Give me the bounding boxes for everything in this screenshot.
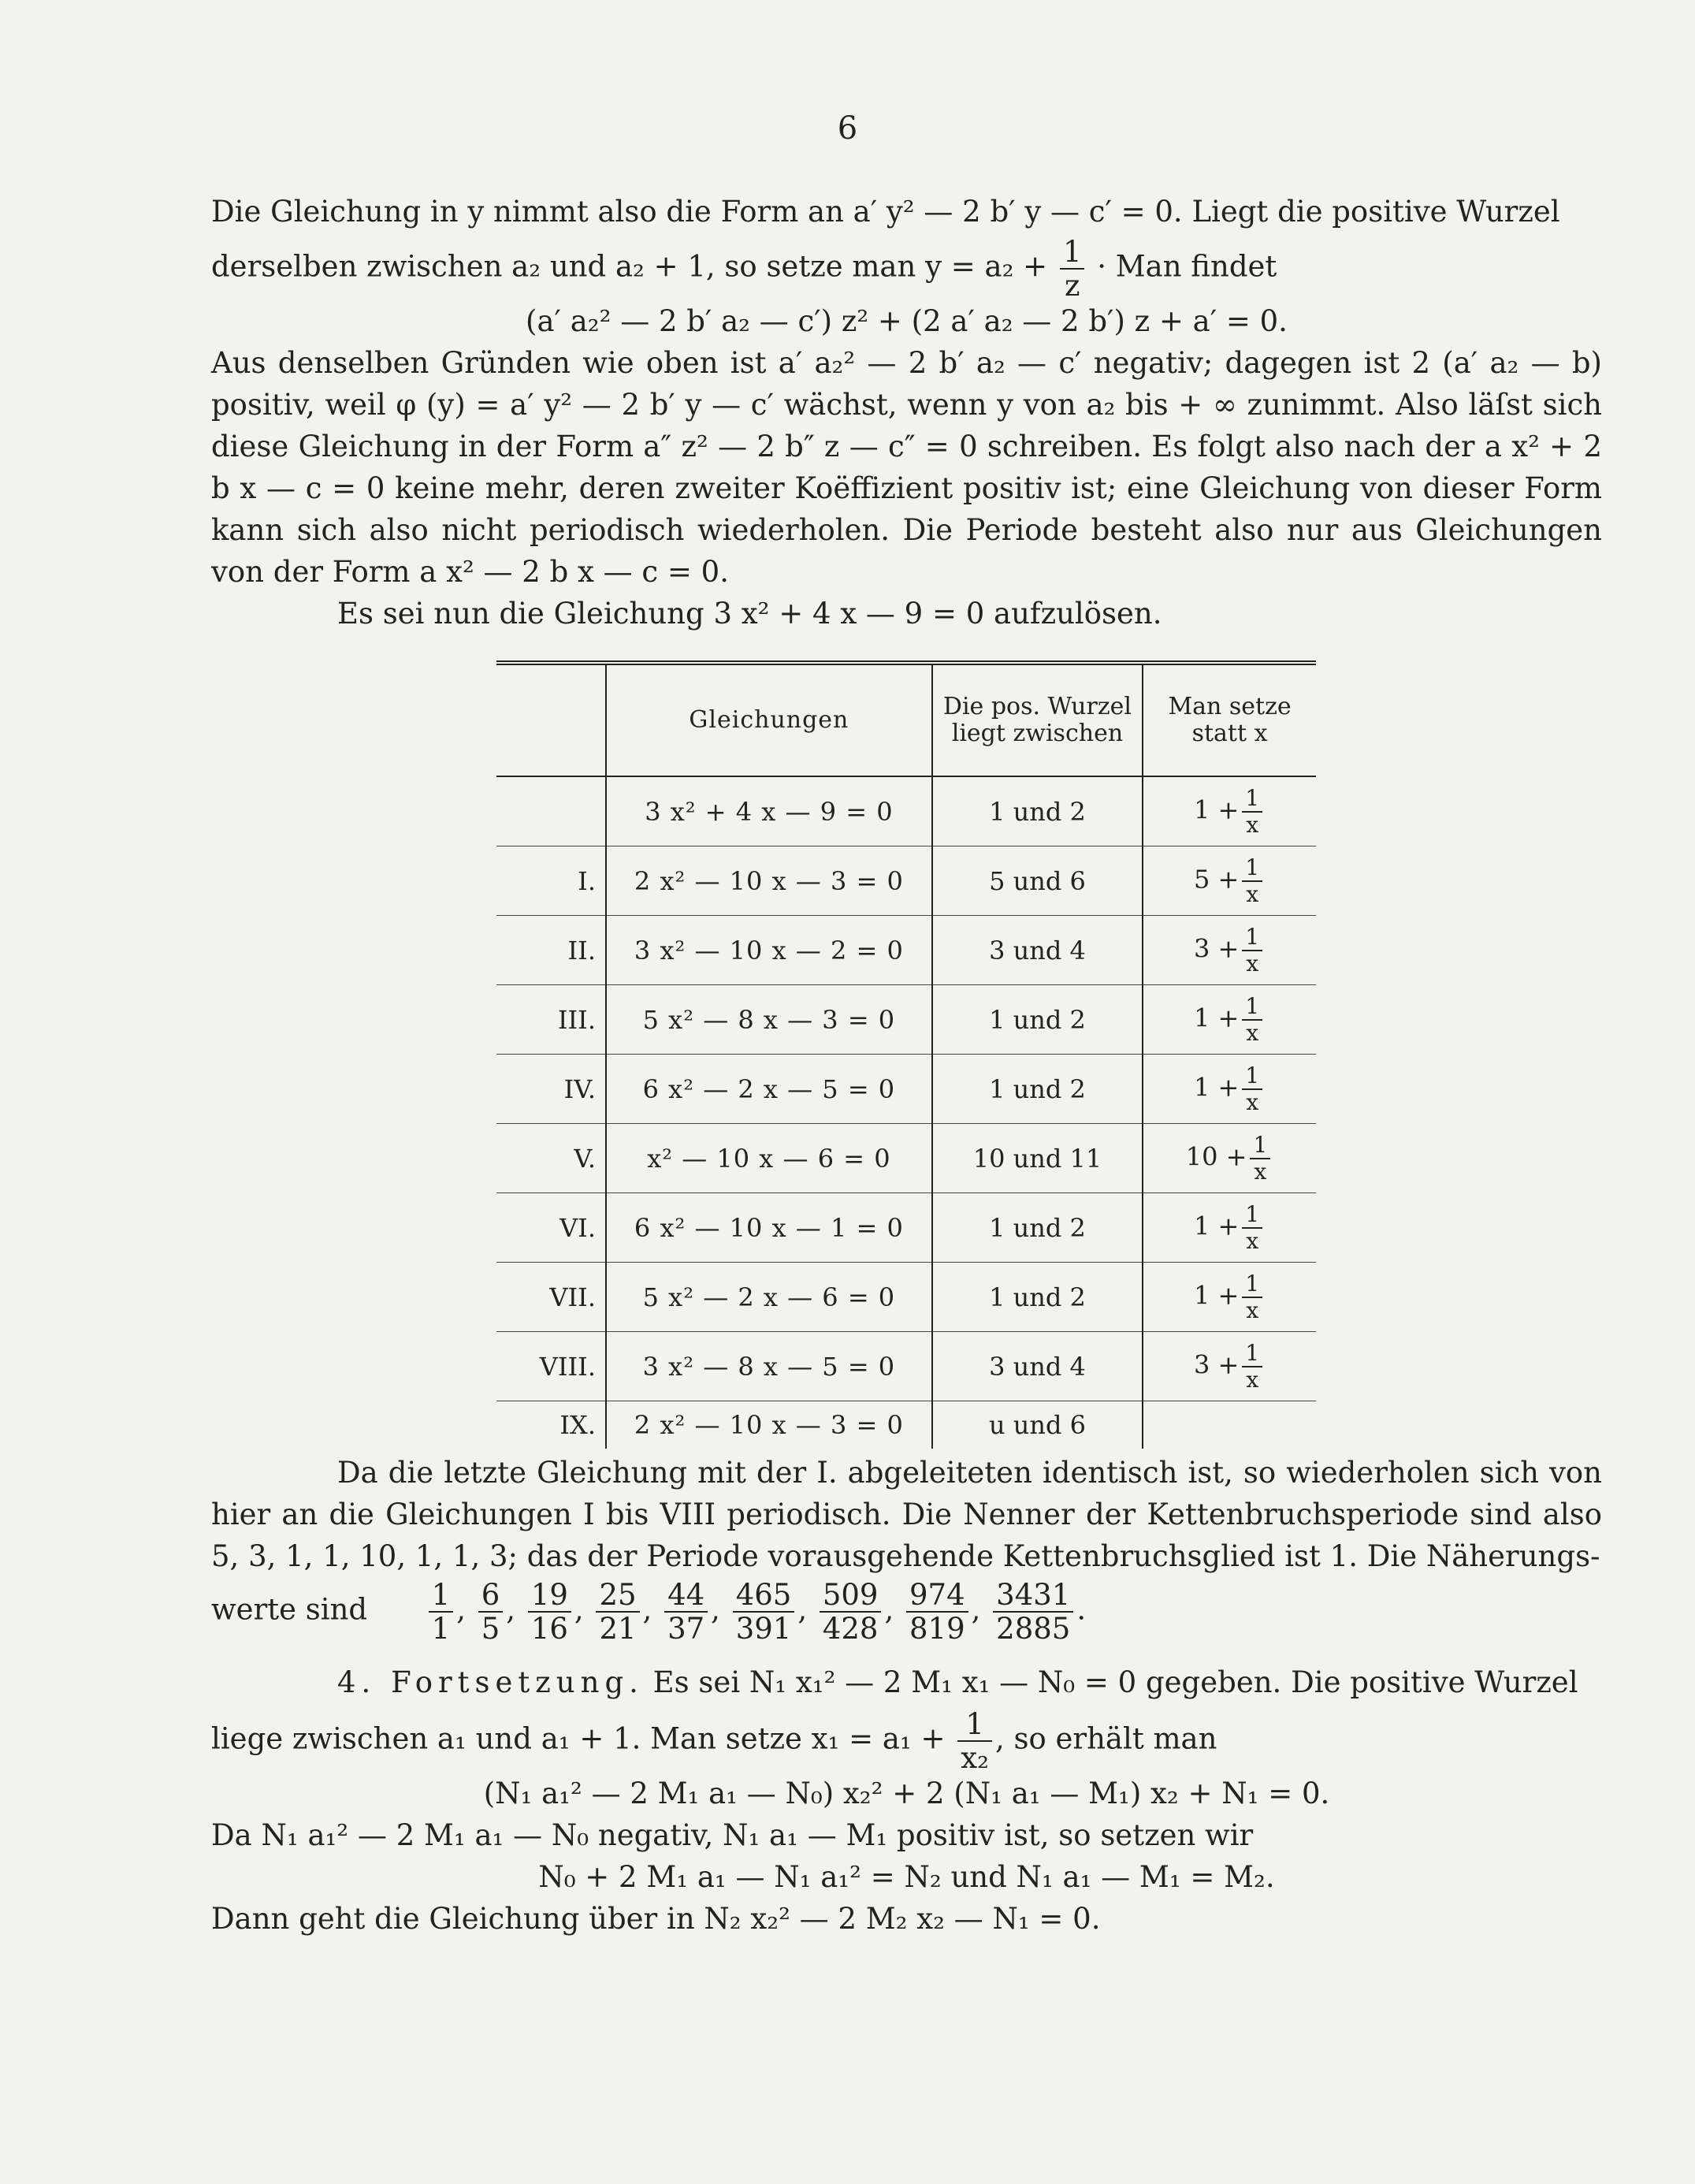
row-substitution xyxy=(1143,985,1316,1055)
fraction-numerator: 1 xyxy=(1250,1134,1270,1159)
text-line xyxy=(211,1661,1602,1703)
row-substitution xyxy=(1143,846,1316,916)
row-substitution xyxy=(1143,1055,1316,1124)
subst-whole: 3 + xyxy=(1193,933,1240,963)
fraction-denominator: 37 xyxy=(667,1612,705,1646)
row-equation: 2 x² — 10 x — 3 = 0 xyxy=(606,846,932,916)
fraction-numerator: 3431 xyxy=(993,1580,1073,1613)
fraction xyxy=(596,1578,639,1646)
row-label: IV. xyxy=(496,1055,606,1124)
fraction xyxy=(820,1578,882,1646)
row-root: 3 und 4 xyxy=(932,1332,1143,1401)
row-equation: 6 x² — 2 x — 5 = 0 xyxy=(606,1055,932,1124)
fraction-denominator: x xyxy=(1246,1366,1259,1393)
fraction-denominator: x xyxy=(1246,811,1259,838)
row-root: 1 und 2 xyxy=(932,1193,1143,1263)
text-line: derselben zwischen a₂ und a₂ + 1, so setze man y = a₂ + xyxy=(211,249,1048,284)
table-row xyxy=(496,985,1316,1055)
fraction xyxy=(429,1578,454,1646)
fraction xyxy=(1242,854,1262,907)
table-row xyxy=(496,1124,1316,1193)
table-row xyxy=(496,916,1316,985)
fraction xyxy=(1242,1270,1262,1323)
fraction-numerator: 509 xyxy=(820,1580,882,1613)
row-substitution xyxy=(1143,1332,1316,1401)
row-root: 1 und 2 xyxy=(932,776,1143,846)
text-line: · Man findet xyxy=(1097,249,1277,284)
subst-whole: 1 + xyxy=(1193,1211,1240,1241)
fraction-denominator: x xyxy=(1246,880,1259,907)
row-label xyxy=(496,776,606,846)
row-root: 3 und 4 xyxy=(932,916,1143,985)
fraction xyxy=(478,1578,504,1646)
fraction-denominator: 428 xyxy=(822,1612,879,1646)
fraction-numerator: 1 xyxy=(429,1580,454,1613)
subst-whole: 1 + xyxy=(1193,794,1240,824)
fraction xyxy=(664,1578,708,1646)
fraction-denominator: z xyxy=(1064,269,1080,303)
fraction-numerator: 1 xyxy=(1242,857,1262,882)
row-substitution xyxy=(1143,776,1316,846)
fraction xyxy=(1242,992,1262,1046)
fraction-denominator: 1 xyxy=(431,1612,451,1646)
fraction xyxy=(993,1578,1073,1646)
table-row xyxy=(496,1332,1316,1401)
row-equation: x² — 10 x — 6 = 0 xyxy=(606,1124,932,1193)
page-number: 6 xyxy=(837,110,858,147)
fraction-numerator: 1 xyxy=(1242,1065,1262,1090)
row-label: VIII. xyxy=(496,1332,606,1401)
werte-label: werte sind xyxy=(211,1592,368,1627)
fraction xyxy=(1242,1200,1262,1254)
row-equation: 6 x² — 10 x — 1 = 0 xyxy=(606,1193,932,1263)
fraction xyxy=(1060,235,1085,303)
table-row xyxy=(496,1401,1316,1449)
fraction-denominator: x xyxy=(1246,1227,1259,1254)
fraction-numerator: 19 xyxy=(528,1580,571,1613)
fraction-numerator: 1 xyxy=(1242,995,1262,1021)
fraction-numerator: 44 xyxy=(664,1580,708,1613)
fraction xyxy=(528,1578,571,1646)
text-line: Es sei nun die Gleichung 3 x² + 4 x — 9 = 0 aufzulösen. xyxy=(337,597,1162,631)
row-substitution xyxy=(1143,1401,1316,1449)
fraction-denominator: x₂ xyxy=(961,1741,989,1775)
fraction-numerator: 974 xyxy=(906,1580,968,1613)
fraction-denominator: 819 xyxy=(909,1612,965,1646)
row-equation: 5 x² — 2 x — 6 = 0 xyxy=(606,1263,932,1332)
header-label xyxy=(496,663,606,776)
fraction-denominator: x xyxy=(1246,1088,1259,1115)
row-substitution xyxy=(1143,1263,1316,1332)
row-substitution xyxy=(1143,916,1316,985)
fraction xyxy=(1242,1339,1262,1393)
fraction-denominator: x xyxy=(1246,1019,1259,1046)
fraction-numerator: 1 xyxy=(1242,926,1262,951)
equation: (N₁ a₁² — 2 M₁ a₁ — N₀) x₂² + 2 (N₁ a₁ — M₁) x₂ + N₁ = 0. xyxy=(483,1777,1330,1810)
fraction-numerator: 25 xyxy=(596,1580,639,1613)
row-root: 1 und 2 xyxy=(932,985,1143,1055)
approximations-line: werte sind $\frac{1}{1}$ , $\frac{6}{5}$ , $\frac{19}{16}$ , $\frac{25}{21}$ , $\frac{44}{37}$ , $\frac{465}{391}$ , $\frac{509}{428}$ , $\frac{974}{819}$ , $\frac{3431}{2885}$ . xyxy=(211,1578,1087,1646)
text-line: liege zwischen a₁ und a₁ + 1. Man setze x₁ = a₁ + xyxy=(211,1721,946,1756)
equations-table xyxy=(496,660,1316,1449)
fraction-denominator: x xyxy=(1246,1297,1259,1323)
row-label: V. xyxy=(496,1124,606,1193)
row-label: IX. xyxy=(496,1401,606,1449)
table-row xyxy=(496,1193,1316,1263)
fraction-denominator: x xyxy=(1254,1158,1267,1185)
fraction-denominator: 21 xyxy=(599,1612,637,1646)
row-equation: 5 x² — 8 x — 3 = 0 xyxy=(606,985,932,1055)
fraction-numerator: 6 xyxy=(478,1580,504,1613)
fraction-denominator: 16 xyxy=(530,1612,568,1646)
row-equation: 3 x² — 10 x — 2 = 0 xyxy=(606,916,932,985)
subst-whole: 10 + xyxy=(1185,1141,1247,1171)
row-label: III. xyxy=(496,985,606,1055)
fraction-denominator: 391 xyxy=(735,1612,792,1646)
row-root: 1 und 2 xyxy=(932,1263,1143,1332)
subst-whole: 3 + xyxy=(1193,1349,1240,1379)
text-line: Dann geht die Gleichung über in N₂ x₂² — 2 M₂ x₂ — N₁ = 0. xyxy=(211,1902,1101,1936)
fraction xyxy=(1242,923,1262,977)
row-equation: 3 x² — 8 x — 5 = 0 xyxy=(606,1332,932,1401)
paragraph-1 xyxy=(211,191,1602,634)
row-label: VII. xyxy=(496,1263,606,1332)
row-substitution xyxy=(1143,1193,1316,1263)
subst-whole: 1 + xyxy=(1193,1003,1240,1032)
fraction-numerator: 465 xyxy=(733,1580,795,1613)
row-root: u und 6 xyxy=(932,1401,1143,1449)
fraction xyxy=(733,1578,795,1646)
fraction-numerator: 1 xyxy=(957,1710,992,1742)
text-line: Da N₁ a₁² — 2 M₁ a₁ — N₀ negativ, N₁ a₁ — M₁ positiv ist, so setzen wir xyxy=(211,1818,1254,1852)
text-line: Die Gleichung in y nimmt also die Form an a′ y² — 2 b′ y — c′ = 0. Liegt die positive Wurzel xyxy=(211,195,1560,229)
text-line: , so erhält man xyxy=(994,1721,1217,1756)
equation: (a′ a₂² — 2 b′ a₂ — c′) z² + (2 a′ a₂ — 2 b′) z + a′ = 0. xyxy=(526,304,1288,338)
fraction-denominator: 2885 xyxy=(996,1612,1071,1646)
table-row xyxy=(496,1055,1316,1124)
fraction-denominator: 5 xyxy=(481,1612,500,1646)
text-line xyxy=(211,235,1602,303)
fraction xyxy=(1250,1131,1270,1185)
table-row xyxy=(496,1263,1316,1332)
text-line xyxy=(211,1707,1602,1775)
fraction-numerator: 1 xyxy=(1060,237,1085,270)
row-label: II. xyxy=(496,916,606,985)
equation: N₀ + 2 M₁ a₁ — N₁ a₁² = N₂ und N₁ a₁ — M₁ = M₂. xyxy=(538,1860,1275,1894)
fraction-denominator: x xyxy=(1246,950,1259,977)
text-body: Da die letzte Gleichung mit der I. abgeleiteten identisch ist, so wiederholen sich von hier an die Gleichungen I bis VIII periodisch. Die Nenner der Kettenbruchsperiode sind also 5, 3, 1, 1, 10, 1, 1, 3; das der Periode vorausgehende Kettenbruchsglied ist 1. Die Näherungs- xyxy=(211,1456,1602,1573)
text-body: Aus denselben Gründen wie oben ist a′ a₂² — 2 b′ a₂ — c′ negativ; dagegen ist 2 (a′ a₂ — b) positiv, weil φ (y) = a′ y² — 2 b′ y — c′ wächst, wenn y von a₂ bis + ∞ zunimmt. Also läſst sich diese Gleichung in der Form a″ z² — 2 b″ z — c″ = 0 schreiben. Es folgt also nach der a x² + 2 b x — c = 0 keine mehr, deren zweiter Koëffizient positiv ist; eine Gleichung von dieser Form kann sich also nicht periodisch wiederholen. Die Periode besteht also nur aus Gleichungen von der Form a x² — 2 b x — c = 0. xyxy=(211,346,1602,589)
row-equation: 3 x² + 4 x — 9 = 0 xyxy=(606,776,932,846)
section-heading: 4. Fortsetzung. xyxy=(337,1665,644,1699)
fraction xyxy=(1242,784,1262,838)
fraction-numerator: 1 xyxy=(1242,1273,1262,1298)
fraction-numerator: 1 xyxy=(1242,1342,1262,1367)
fraction xyxy=(906,1578,968,1646)
fraction xyxy=(957,1707,992,1775)
header-root: Die pos. Wurzel liegt zwischen xyxy=(932,663,1143,776)
paragraph-3 xyxy=(211,1661,1602,1940)
paragraph-2 xyxy=(211,1452,1602,1646)
header-substitution: Man setze statt x xyxy=(1143,663,1316,776)
header-equations: Gleichungen xyxy=(606,663,932,776)
subst-whole: 5 + xyxy=(1193,864,1240,894)
row-root: 10 und 11 xyxy=(932,1124,1143,1193)
row-equation: 2 x² — 10 x — 3 = 0 xyxy=(606,1401,932,1449)
text-line: Es sei N₁ x₁² — 2 M₁ x₁ — N₀ = 0 gegeben. Die positive Wurzel xyxy=(652,1665,1578,1699)
table-row xyxy=(496,846,1316,916)
row-root: 5 und 6 xyxy=(932,846,1143,916)
fraction-numerator: 1 xyxy=(1242,787,1262,813)
row-root: 1 und 2 xyxy=(932,1055,1143,1124)
row-label: I. xyxy=(496,846,606,916)
row-substitution xyxy=(1143,1124,1316,1193)
row-label: VI. xyxy=(496,1193,606,1263)
table-header-row xyxy=(496,663,1316,776)
subst-whole: 1 + xyxy=(1193,1072,1240,1102)
fraction-numerator: 1 xyxy=(1242,1204,1262,1229)
subst-whole: 1 + xyxy=(1193,1280,1240,1310)
fraction xyxy=(1242,1062,1262,1115)
table-row xyxy=(496,776,1316,846)
